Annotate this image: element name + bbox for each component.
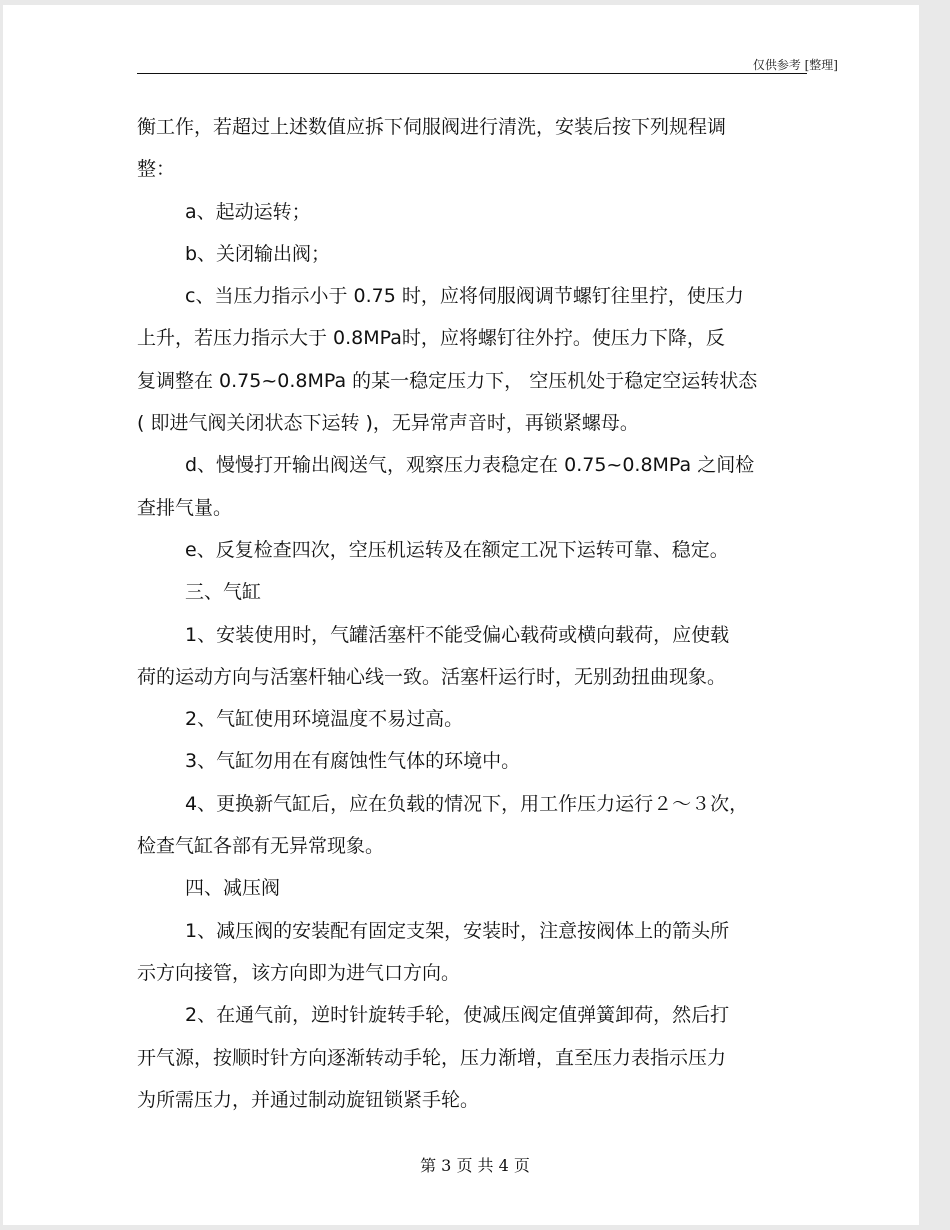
text-line: d、慢慢打开输出阀送气，观察压力表稳定在 0.75~0.8MPa 之间检 [185,454,755,477]
text-line: 衡工作，若超过上述数值应拆下伺服阀进行清洗，安装后按下列规程调 [137,116,727,138]
page-header: 仅供参考 [整理] [752,58,838,72]
section-heading: 三、气缸 [185,581,262,604]
document-body [137,106,807,1121]
text-line: 2、气缸使用环境温度不易过高。 [185,708,464,731]
text-line: 1、安装使用时，气罐活塞杆不能受偏心载荷或横向载荷，应使载 [185,623,730,646]
text-line: 检查气缸各部有无异常现象。 [137,835,385,858]
text-line: b、关闭输出阀； [185,242,331,265]
text-line: 整： [137,158,176,181]
text-line: a、起动运转； [185,200,311,223]
section-heading: 四、减压阀 [185,877,281,900]
text-line: 查排气量。 [137,496,233,519]
text-line: 为所需压力，并通过制动旋钮锁紧手轮。 [137,1088,480,1111]
text-line: 上升，若压力指示大于 0.8MPa时，应将螺钉往外拧。使压力下降，反 [137,327,725,350]
text-line: 复调整在 0.75~0.8MPa 的某一稳定压力下， 空压机处于稳定空运转状态 [137,369,758,392]
text-line: 3、气缸勿用在有腐蚀性气体的环境中。 [185,750,521,773]
text-line: 4、更换新气缸后，应在负载的情况下，用工作压力运行２～３次， [185,792,749,815]
text-line: ( 即进气阀关闭状态下运转 )，无异常声音时，再锁紧螺母。 [137,412,639,435]
text-line: 2、在通气前，逆时针旋转手轮，使减压阀定值弹簧卸荷，然后打 [185,1004,730,1027]
text-line: 开气源，按顺时针方向逐渐转动手轮，压力渐增，直至压力表指示压力 [137,1046,727,1069]
text-line: 示方向接管，该方向即为进气口方向。 [137,961,461,984]
text-line: 1、减压阀的安装配有固定支架，安装时，注意按阀体上的箭头所 [185,919,730,942]
text-line: 荷的运动方向与活塞杆轴心线一致。活塞杆运行时，无别劲扭曲现象。 [137,665,727,688]
text-line: e、反复检查四次，空压机运转及在额定工况下运转可靠、稳定。 [185,538,729,561]
header-divider [137,73,807,74]
text-line: c、当压力指示小于 0.75 时，应将伺服阀调节螺钉往里拧，使压力 [185,285,744,308]
page-footer: 第 3 页 共 4 页 [420,1156,530,1175]
